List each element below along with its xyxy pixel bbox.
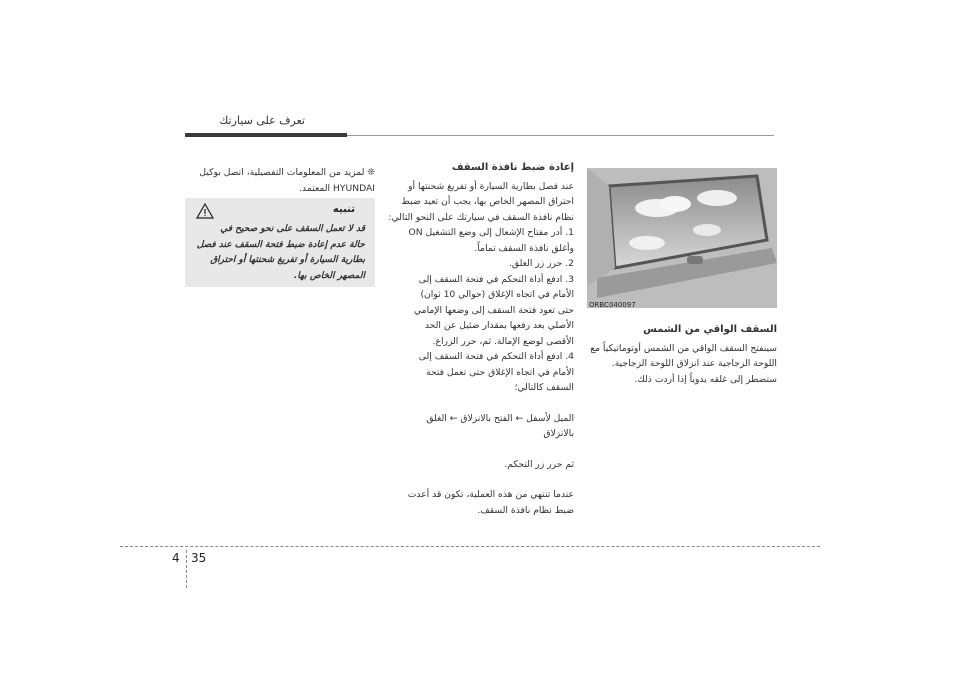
sunshade-line: سينفتح السقف الواقي من الشمس أوتوماتيكياً مع bbox=[590, 342, 777, 354]
then-line: ثم حرر زر التحكم. bbox=[504, 458, 574, 470]
footer-divider bbox=[186, 550, 187, 588]
header-bar bbox=[185, 133, 347, 137]
figure-code: ORBC040097 bbox=[589, 301, 636, 309]
page-number: 35 bbox=[191, 551, 207, 565]
reset-heading: إعادة ضبط نافذة السقف bbox=[451, 162, 574, 173]
sunshade-section bbox=[590, 322, 777, 387]
reset-step: 2. حرر زر الغلق. bbox=[508, 258, 574, 269]
footer-rule bbox=[120, 546, 820, 547]
reset-step: 4. ادفع أداة التحكم في فتحة السقف إلى bbox=[418, 351, 574, 362]
sunroof-photo bbox=[587, 168, 777, 308]
sunshade-line: ستضطر إلى غلقه يدوياً إذا أردت ذلك. bbox=[634, 373, 777, 385]
sunshade-heading: السقف الواقي من الشمس bbox=[643, 324, 777, 335]
warning-line: بطارية السيارة أو تفريغ شحنتها أو احتراق bbox=[210, 255, 365, 265]
sunshade-line: اللوحة الزجاجية عند انزلاق اللوحة الزجاجية. bbox=[611, 358, 777, 369]
reset-line: عند فصل بطارية السيارة أو تفريغ شحنتها أو bbox=[408, 180, 574, 192]
warning-line: المصهر الخاص بها. bbox=[293, 270, 365, 281]
reset-line: نظام نافذة السقف في سيارتك على النحو التالي: bbox=[388, 211, 574, 223]
reset-line: احتراق المصهر الخاص بها، يجب أن تعيد ضبط bbox=[401, 196, 574, 207]
sequence-line: بالانزلاق bbox=[543, 428, 574, 439]
warning-text bbox=[193, 222, 365, 284]
reset-section bbox=[387, 160, 574, 518]
chapter-number: 4 bbox=[172, 551, 180, 565]
closing-line: عندما تنتهي من هذه العملية، تكون قد أعدت bbox=[407, 489, 574, 500]
warning-line: حالة عدم إعادة ضبط فتحة السقف عند فصل bbox=[196, 239, 365, 250]
header-rule bbox=[347, 135, 774, 136]
reset-line: الأصلي بعد رفعها بمقدار ضئيل عن الحد bbox=[424, 320, 574, 331]
closing-line: ضبط نظام نافذة السقف. bbox=[477, 504, 574, 516]
reset-step: 1. أدر مفتاح الإشعال إلى وضع التشغيل ON bbox=[408, 227, 574, 238]
reset-line: حتى تعود فتحة السقف إلى وضعها الإمامي bbox=[414, 304, 574, 316]
note-line: ❊ لمزيد من المعلومات التفصيلية، اتصل بوكيل bbox=[199, 167, 375, 178]
warning-title: تنبيه bbox=[332, 204, 355, 215]
section-title: تعرف على سيارتك bbox=[219, 114, 305, 127]
reset-step: 3. ادفع أداة التحكم في فتحة السقف إلى bbox=[418, 273, 574, 285]
note-line: HYUNDAI المعتمد. bbox=[299, 182, 375, 194]
reset-line: وأغلق نافذة السقف تماماً. bbox=[474, 242, 574, 254]
warning-line: قد لا تعمل السقف على نحو صحيح في bbox=[220, 224, 365, 234]
sunroof-illustration bbox=[587, 168, 777, 308]
reset-line: الأقصى لوضع الإمالة. ثم، حرر الزراع. bbox=[432, 335, 574, 347]
reset-line: الأمام في اتجاه الإغلاق حتى تعمل فتحة bbox=[425, 366, 574, 378]
warning-triangle-icon bbox=[196, 203, 214, 219]
reset-line: السقف كالتالي؛ bbox=[514, 382, 574, 393]
sequence-line: الميل لأسفل ← الفتح بالانزلاق ← الغلق bbox=[426, 412, 574, 424]
reset-line: الأمام في اتجاه الإغلاق (حوالي 10 ثوان) bbox=[420, 289, 574, 300]
dealer-note bbox=[185, 165, 375, 196]
